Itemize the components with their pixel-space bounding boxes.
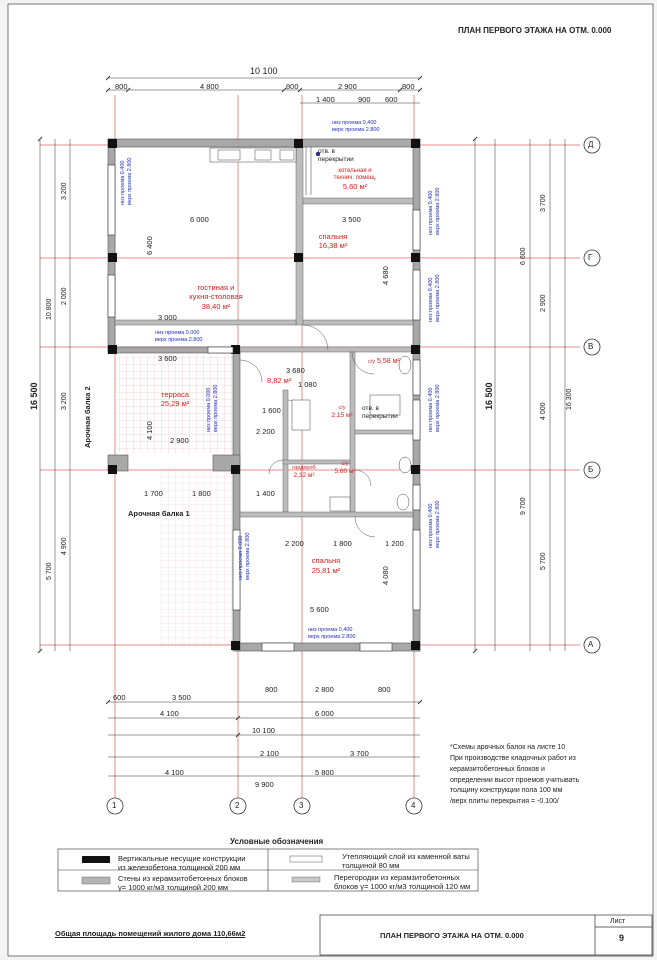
dim-bottom: 800 [378,685,391,694]
wall-bath-mid [355,430,413,434]
concrete-wall-icon [82,856,110,863]
wall-bath-split [350,352,355,512]
opening-note-top [332,120,379,134]
arch-beam-2-label: Арочная балка 2 [83,386,92,448]
dim-right: 6 600 [520,247,527,265]
note-line: *Схемы арочных балок на листе 10 [450,744,566,751]
dim-bottom: 5 800 [315,768,334,777]
arch-beam-1-label: Арочная балка 1 [128,509,190,518]
axis-label-4: 4 [411,801,416,810]
opening-note-right-2 [428,275,442,322]
dim-bottom: 800 [265,685,278,694]
room-wardrobe-name: гардероб [292,465,316,471]
note-line: При производстве кладочных работ из [450,754,576,762]
opening-note-line: верх проема 2.800 [332,127,380,134]
axis-label-b: Б [588,465,594,474]
room-bath-1 [368,358,400,366]
notes-block [450,743,630,808]
opening-note-bedroom2 [238,533,252,580]
partition-icon [292,877,320,882]
room-living [181,283,251,311]
room-wardrobe-area: 2,32 м² [293,472,315,480]
dim-bottom: 2 800 [315,685,334,694]
slab-opening-1-l1: отв. в [318,148,335,155]
room-boiler-area: 5,60 м² [342,182,368,192]
room-wardrobe [288,464,320,480]
dim-inner: 4 680 [381,266,390,285]
room-bedroom-2 [306,556,346,576]
room-bedroom-1 [313,232,353,251]
opening-note-bottom [308,627,355,641]
legend-text-line: Вертикальные несущие конструкции [118,854,246,863]
dim-inner: 3 600 [158,354,177,363]
wall-bedroom-top [303,198,413,204]
dim-top: 4 800 [200,82,219,91]
sheet-label: Лист [610,918,626,925]
dim-inner: 6 000 [190,215,209,224]
legend-item-concrete [118,855,246,872]
legend-text-line: Стены из керамзитобетонных блоков [118,874,248,883]
opening-note-line: верх проема 2.800 [245,532,252,580]
dim-inner: 1 200 [385,539,404,548]
dim-inner: 4 100 [145,421,154,440]
wall-bedroom2-top [240,512,413,517]
dim-bottom: 9 900 [255,780,274,789]
opening-note-terrace [206,385,220,432]
dim-inner: 5 600 [310,605,329,614]
dim-right: 4 000 [540,402,547,420]
dim-inner: 2 900 [170,436,189,445]
dim-bottom: 600 [113,693,126,702]
opening-note-line: низ проема 0.400 [308,627,353,633]
dim-top: 900 [358,95,371,104]
dim-top: 1 400 [316,95,335,104]
room-bedroom-1-name: спальня [318,232,348,241]
sheet-number: 9 [619,933,625,943]
insulation-icon [290,856,322,862]
axis-label-1: 1 [112,801,117,810]
dim-top: 800 [402,82,415,91]
dim-left: 10 800 [46,298,53,320]
room-living-area: 38,40 м² [201,301,231,311]
opening-note-line: верх проема 2.800 [435,274,442,322]
dim-inner: 3 680 [286,366,305,375]
dim-right: 16 300 [566,388,573,410]
dim-inner: 1 600 [262,406,281,415]
legend-text-line: Утепляющий слой из каменной ваты [342,852,470,861]
opening-note-living [155,330,202,344]
opening-note-line: верх проема 2.800 [435,500,442,548]
opening-note-right-4 [428,501,442,548]
note-line: керамзитобетонных блоков и [450,765,545,773]
legend-item-block [118,875,248,892]
room-bedroom-2-name: спальня [311,556,341,565]
opening-note-line: низ проема 0.400 [428,503,434,548]
slab-opening-2-l2: перекрытии [362,412,398,420]
dim-bottom: 4 100 [165,768,184,777]
note-line: определении высот проемов учитывать [450,776,580,784]
dim-left: 16 500 [29,382,39,410]
room-bath-3 [333,460,357,476]
wall-bedroom-bottom [303,320,413,325]
opening-note-line: верх проема 2.800 [308,634,356,641]
dim-left: 3 200 [61,182,68,200]
legend-title: Условные обозначения [230,837,324,846]
dim-inner: 2 200 [256,427,275,436]
room-terrace-area: 25,29 м² [160,399,190,409]
opening-note-line: низ проема 0.400 [120,160,126,205]
dim-inner: 1 080 [298,380,317,389]
dim-inner: 1 400 [256,489,275,498]
opening-note-line: верх проема 2.800 [155,337,203,344]
wall-hall-top [240,347,413,352]
room-bath-1-name: с/у [368,359,376,365]
slab-opening-2-l1: отв. в [362,405,379,412]
axis-label-g: Г [588,253,593,262]
footer-title: ПЛАН ПЕРВОГО ЭТАЖА НА ОТМ. 0.000 [380,931,524,940]
dim-top: 2 900 [338,82,357,91]
opening-note-line: верх проема 2.800 [435,187,442,235]
opening-note-line: низ проема 0.400 [428,277,434,322]
room-boiler-name: котельная и [338,168,372,174]
dim-bottom: 4 100 [160,709,179,718]
legend-item-partition [334,874,470,891]
note-line: толщину конструкции пола 100 мм [450,787,563,795]
legend-text-line: Перегородки из керамзитобетонных [334,873,460,882]
dim-inner: 3 000 [158,313,177,322]
dim-inner: 2 200 [285,539,304,548]
room-bath-3-area: 5,60 м² [334,468,356,476]
dim-left: 4 900 [61,537,68,555]
slab-opening-1-l2: перекрытии [318,155,354,163]
total-area: Общая площадь помещений жилого дома 110,66м2 [55,929,246,938]
legend-text-line: γ= 1000 кг/м3 толщиной 200 мм [118,882,229,892]
dim-inner: 6 400 [145,236,154,255]
dim-right: 5 700 [540,552,547,570]
dim-top: 800 [115,82,128,91]
opening-note-left [120,158,134,205]
slab-opening-2 [362,405,398,421]
dim-left: 2 000 [61,287,68,305]
dim-bottom: 10 100 [252,726,275,735]
opening-note-line: низ проема 0.000 [206,387,212,432]
room-hall-area: 8,82 м² [267,376,292,385]
kitchen-fixtures [210,148,296,162]
dim-left: 3 200 [61,392,68,410]
opening-note-line: низ проема 0.000 [155,330,200,336]
block-wall-icon [82,877,110,884]
axis-label-d: Д [588,140,594,149]
slab-opening-1 [318,148,354,164]
dim-right: 16 500 [484,382,494,410]
opening-note-right-3 [428,385,442,432]
sheet-title: ПЛАН ПЕРВОГО ЭТАЖА НА ОТМ. 0.000 [458,26,612,35]
dim-top: 600 [385,95,398,104]
wall-axis3 [296,147,303,325]
note-line: /верх плиты перекрытия = -0.100/ [450,798,559,806]
dim-bottom: 6 000 [315,709,334,718]
opening-note-line: верх проема 2.800 [127,157,134,205]
legend-text-line: блоков γ= 1000 кг/м3 толщиной 120 мм [334,881,471,891]
dim-right: 9 700 [520,497,527,515]
dim-inner: 1 700 [144,489,163,498]
dim-right: 2 900 [540,294,547,312]
wall-closet-left [283,390,288,512]
dim-total-width: 10 100 [250,66,278,76]
room-bath-2-area: 2,15 м² [331,412,353,420]
legend-item-insulation [342,853,470,870]
dim-left: 5 700 [46,562,53,580]
room-bedroom-1-area: 16,38 м² [318,241,348,251]
dim-top: 800 [286,82,299,91]
room-living-name2: кухня-столовая [189,292,243,302]
dim-inner: 1 800 [192,489,211,498]
axis-label-v: В [588,342,594,351]
opening-note-line: низ проема 0.000 [238,535,244,580]
opening-note-line: низ проема 0.400 [428,387,434,432]
legend-text-line: из железобетона толщиной 200 мм [118,862,241,872]
room-boiler-name2: технич. помещ. [333,175,377,182]
room-boiler [330,168,380,193]
room-terrace [155,390,195,409]
dim-bottom: 3 700 [350,749,369,758]
room-terrace-name: терраса [161,390,189,399]
room-bath-3-name: с/у [341,461,349,467]
dim-inner: 3 500 [342,215,361,224]
wall-top [108,139,420,147]
room-bath-2-name: с/у [338,405,346,411]
room-bath-1-area: 5,58 м² [376,358,400,365]
axis-label-2: 2 [235,801,240,810]
dim-bottom: 3 500 [172,693,191,702]
dim-bottom: 2 100 [260,749,279,758]
dim-right: 3 700 [540,194,547,212]
axis-label-a: А [588,640,594,649]
dim-inner: 4 080 [381,566,390,585]
room-bath-2 [330,404,354,420]
opening-note-right-1 [428,188,442,235]
dim-inner: 1 800 [333,539,352,548]
room-bedroom-2-area: 25,81 м² [311,565,341,575]
opening-note-line: низ проема 0.400 [332,120,377,126]
opening-note-line: верх проема 2.800 [435,384,442,432]
opening-note-line: верх проема 2.800 [213,384,220,432]
room-living-name: гостиная и [197,283,235,292]
legend-text-line: толщиной 80 мм [342,860,400,870]
wall-living-bottom [115,320,296,325]
axis-label-3: 3 [299,801,304,810]
opening-note-line: низ проема 0.400 [428,190,434,235]
